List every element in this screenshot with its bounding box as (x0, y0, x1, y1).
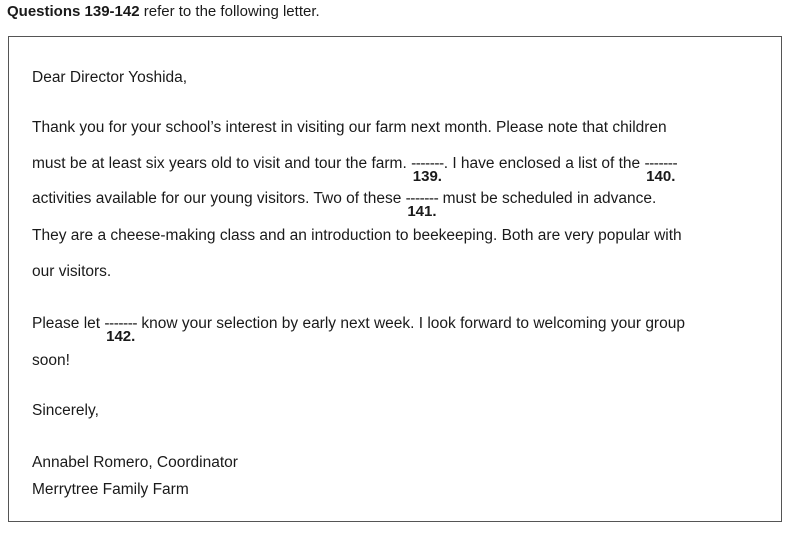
letter-closing: Sincerely, (32, 402, 99, 419)
paragraph-1-line-2: must be at least six years old to visit and tour the farm. ------- 139. . I have enclosed a list of the ------- 140. (32, 155, 678, 185)
letter-greeting: Dear Director Yoshida, (32, 69, 188, 86)
question-header (7, 3, 320, 21)
paragraph-2-line-1: Please let ------- 142. know your selection by early next week. I look forward to welcoming your group (32, 315, 685, 345)
blank-number-141: 141. (407, 203, 437, 220)
blank-142: ------- 142. (104, 315, 138, 345)
blank-139: ------- 139. (411, 155, 444, 185)
blank-number-142: 142. (106, 328, 136, 345)
blank-number-139: 139. (412, 168, 442, 185)
paragraph-1-line-5: our visitors. (32, 263, 112, 280)
question-instruction: refer to the following letter. (139, 3, 320, 20)
paragraph-1-line-3: activities available for our young visitors. Two of these ------- 141. must be scheduled in advance. (32, 190, 657, 220)
paragraph-1-line-1: Thank you for your school’s interest in visiting our farm next month. Please note that children (32, 119, 667, 136)
blank-140: ------- 140. (644, 155, 678, 185)
letter-box (8, 36, 782, 522)
blank-number-140: 140. (646, 168, 676, 185)
signature-organization: Merrytree Family Farm (32, 481, 189, 498)
paragraph-2-line-2: soon! (32, 352, 70, 369)
paragraph-1-line-4: They are a cheese-making class and an introduction to beekeeping. Both are very popular with (32, 227, 682, 244)
question-range: Questions 139-142 (7, 3, 140, 20)
blank-141: ------- 141. (405, 190, 439, 220)
signature-name: Annabel Romero, Coordinator (32, 454, 238, 471)
